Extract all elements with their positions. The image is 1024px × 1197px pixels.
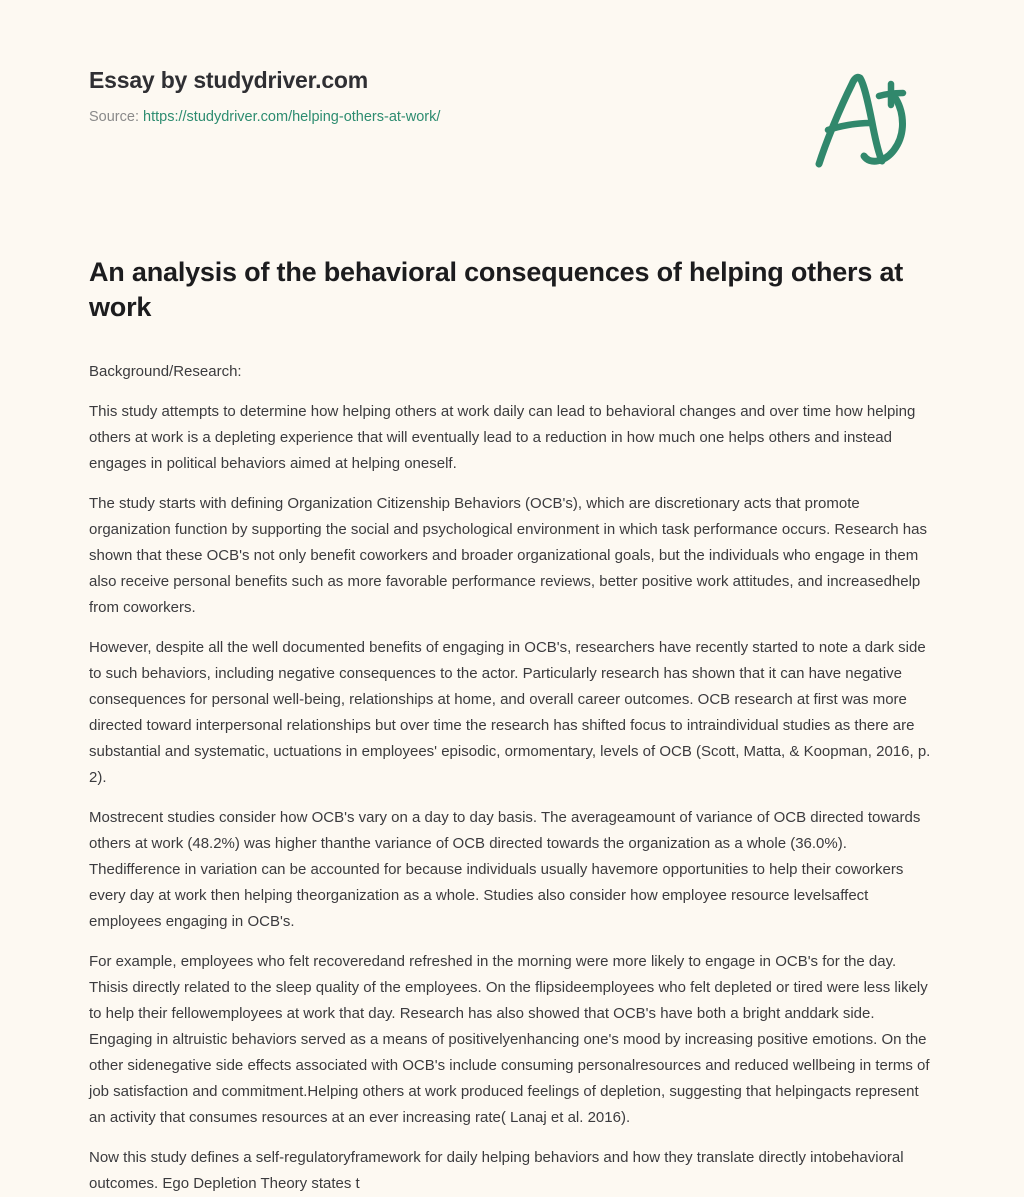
page-header: [0, 0, 1024, 200]
paragraph: The study starts with defining Organization Citizenship Behaviors (OCB's), which are discretionary acts that promote organization function by supporting the social and psychological environment in which task performance occurs. Research has shown that these OCB's not only benefit coworkers and broader organizational goals, but the individuals who engage in them also receive personal benefits such as more favorable performance reviews, better positive work attitudes, and increasedhelp from coworkers.: [89, 495, 927, 617]
page-title: An analysis of the behavioral consequences of helping others at work: [89, 257, 904, 323]
paragraph: However, despite all the well documented benefits of engaging in OCB's, researchers have recently started to note a dark side to such behaviors, including negative consequences to the actor. Particularly research has shown that it can have negative consequences for personal well-being, relationships at home, and overall career outcomes. OCB research at first was more directed toward interpersonal relationships but over time the research has shifted focus to intraindividual studies as there are substantial and systematic, uctuations in employees' episodic, ormomentary, levels of OCB (Scott, Matta, & Koopman, 2016, p. 2).: [89, 639, 931, 787]
source-label: Source:: [89, 108, 139, 125]
brand-block: [89, 66, 789, 127]
paragraph: Mostrecent studies consider how OCB's vary on a day to day basis. The averageamount of variance of OCB directed towards others at work (48.2%) was higher thanthe variance of OCB directed towards the organization as a whole (36.0%). Thedifference in variation can be accounted for because individuals usually havemore opportunities to help their coworkers every day at work then helping theorganization as a whole. Studies also consider how employee resource levelsaffect employees engaging in OCB's.: [89, 809, 921, 931]
source-line: [89, 107, 789, 127]
paragraph-heading: Background/Research:: [89, 363, 242, 381]
article-body: [89, 359, 939, 1197]
paragraph: For example, employees who felt recoveredand refreshed in the morning were more likely to engage in OCB's for the day. Thisis directly related to the sleep quality of the employees. On the flipsideemployees who felt depleted or tired were less likely to help their fellowemployees at work that day. Research has also showed that OCB's have both a bright anddark side. Engaging in altruistic behaviors served as a means of positivelyenhancing one's mood by increasing positive emotions. On the other sidenegative side effects associated with OCB's include consuming personalresources and reduced wellbeing in terms of job satisfaction and commitment.Helping others at work produced feelings of depletion, suggesting that helpingacts represent an activity that consumes resources at an ever increasing rate( Lanaj et al. 2016).: [89, 953, 930, 1127]
studydriver-a-plus-logo-icon: [806, 68, 916, 172]
paragraph-truncated: Now this study defines a self-regulatoryframework for daily helping behaviors and how they translate directly intobehavioral outcomes. Ego Depletion Theory states t: [89, 1149, 904, 1193]
paragraph: This study attempts to determine how helping others at work daily can lead to behavioral changes and over time how helping others at work is a depleting experience that will eventually lead to a reduction in how much one helps others and instead engages in political behaviors aimed at helping oneself.: [89, 403, 916, 473]
article: [89, 255, 939, 1197]
brand-title: Essay by studydriver.com: [89, 67, 369, 93]
source-url-link[interactable]: https://studydriver.com/helping-others-at-work/: [143, 108, 441, 125]
